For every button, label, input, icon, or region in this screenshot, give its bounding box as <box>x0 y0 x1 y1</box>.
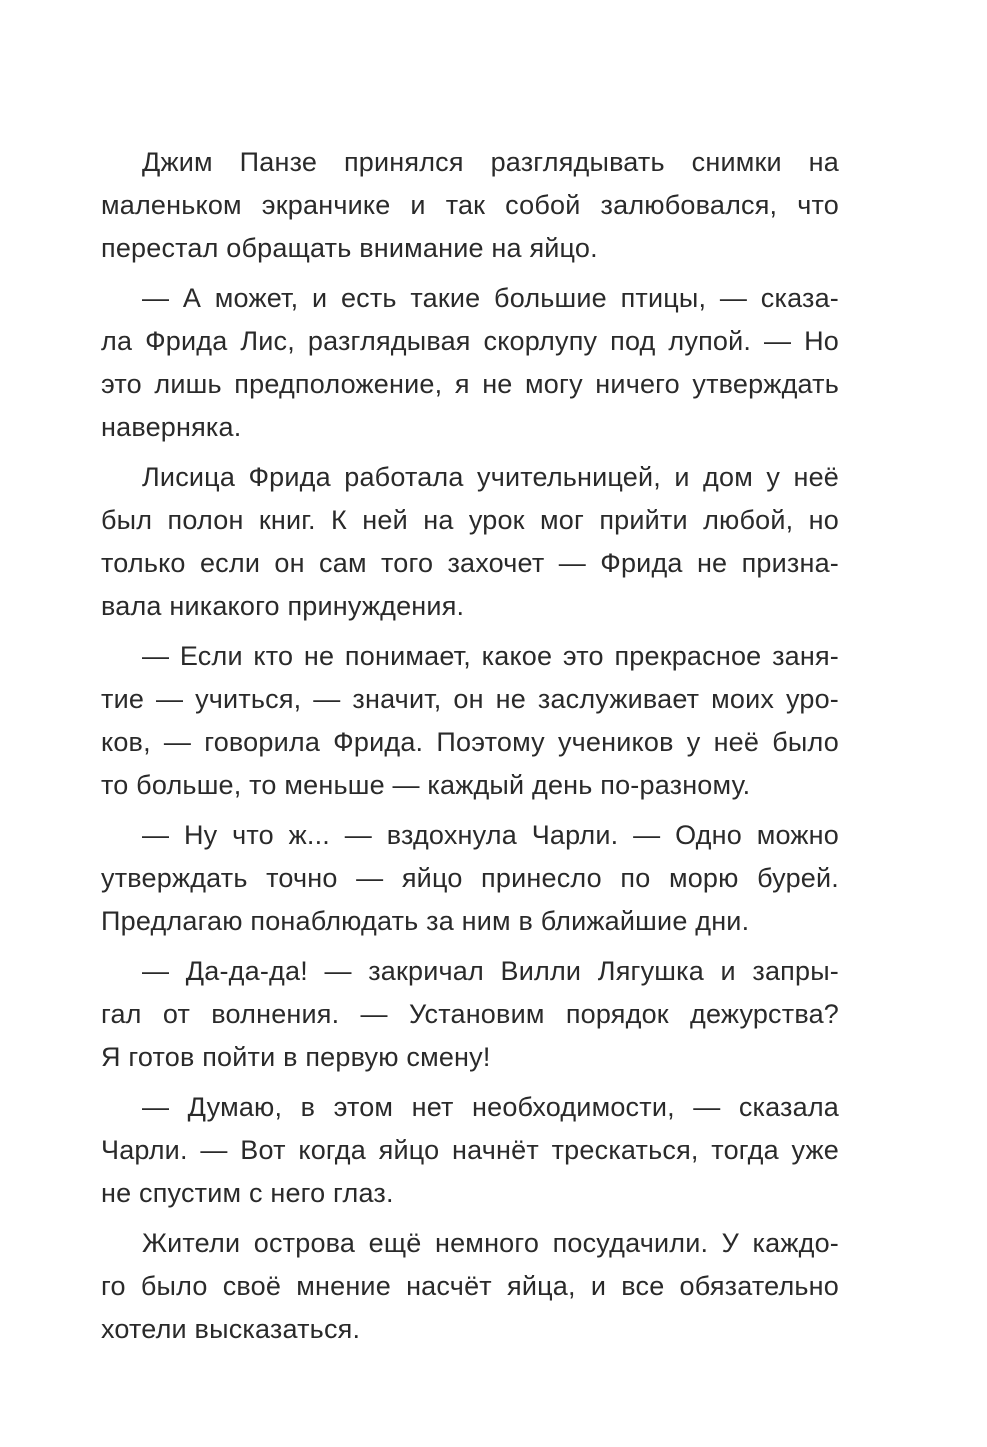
text-line: утверждать точно — яйцо принесло по морю бурей. <box>101 863 839 893</box>
text-line: Я готов пойти в первую смену! <box>101 1042 491 1072</box>
text-line: — Если кто не понимает, какое это прекрасное заня- <box>142 641 839 671</box>
text-line: Чарли. — Вот когда яйцо начнёт трескаться, тогда уже <box>101 1135 839 1165</box>
text-line: — Думаю, в этом нет необходимости, — сказала <box>142 1092 839 1122</box>
text-line: это лишь предположение, я не могу ничего утверждать <box>101 369 839 399</box>
text-line: Жители острова ещё немного посудачили. У каждо- <box>142 1228 839 1258</box>
text-line: то больше, то меньше — каждый день по-разному. <box>101 770 751 800</box>
text-line: гал от волнения. — Установим порядок дежурства? <box>101 999 839 1029</box>
paragraph <box>101 277 839 449</box>
paragraph <box>101 1086 839 1215</box>
text-line: ков, — говорила Фрида. Поэтому учеников у неё было <box>101 727 839 757</box>
paragraph <box>101 141 839 270</box>
text-line: только если он сам того захочет — Фрида не призна- <box>101 548 839 578</box>
text-line: Джим Панзе принялся разглядывать снимки на <box>142 147 839 177</box>
text-line: хотели высказаться. <box>101 1314 361 1344</box>
page-text <box>101 141 839 1358</box>
text-line: наверняка. <box>101 412 242 442</box>
paragraph <box>101 456 839 628</box>
text-line: ла Фрида Лис, разглядывая скорлупу под лупой. — Но <box>101 326 839 356</box>
text-line: перестал обращать внимание на яйцо. <box>101 233 598 263</box>
paragraph <box>101 1222 839 1351</box>
text-line: Лисица Фрида работала учительницей, и дом у неё <box>142 462 839 492</box>
text-line: — Ну что ж... — вздохнула Чарли. — Одно можно <box>142 820 839 850</box>
paragraph <box>101 635 839 807</box>
text-line: маленьком экранчике и так собой залюбовался, что <box>101 190 839 220</box>
text-line: — Да-да-да! — закричал Вилли Лягушка и запры- <box>142 956 839 986</box>
paragraph <box>101 814 839 943</box>
paragraph <box>101 950 839 1079</box>
text-line: тие — учиться, — значит, он не заслуживает моих уро- <box>101 684 839 714</box>
text-line: был полон книг. К ней на урок мог прийти любой, но <box>101 505 839 535</box>
text-line: го было своё мнение насчёт яйца, и все обязательно <box>101 1271 839 1301</box>
text-line: Предлагаю понаблюдать за ним в ближайшие дни. <box>101 906 750 936</box>
text-line: вала никакого принуждения. <box>101 591 465 621</box>
text-line: — А может, и есть такие большие птицы, — сказа- <box>142 283 839 313</box>
text-line: не спустим с него глаз. <box>101 1178 394 1208</box>
